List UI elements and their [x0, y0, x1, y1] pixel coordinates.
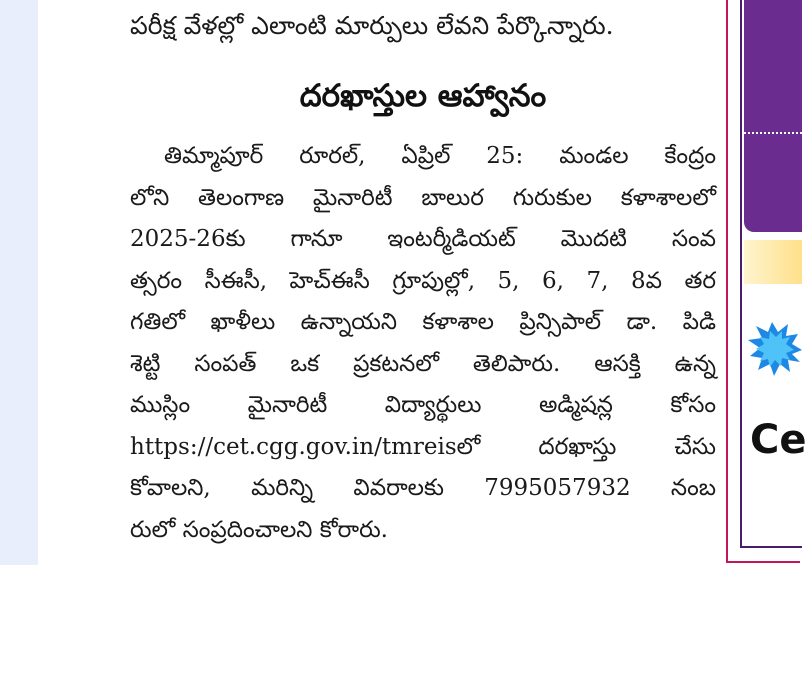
article-line: లోని తెలంగాణ మైనారిటీ బాలుర గురుకుల కళాశాలలో	[130, 184, 716, 211]
article-body	[130, 136, 716, 551]
article-line: తిమ్మాపూర్ రూరల్, ఏప్రిల్ 25: మండల కేంద్రం	[164, 143, 716, 169]
article-line: శెట్టి సంపత్ ఒక ప్రకటనలో తెలిపారు. ఆసక్తి ఉన్న	[130, 350, 716, 377]
advertisement-dotted-divider	[744, 132, 802, 134]
article-line: గతిలో ఖాళీలు ఉన్నాయని కళాశాల ప్రిన్సిపాల్ డా. పిడి	[130, 309, 716, 335]
starburst-icon	[748, 322, 802, 378]
adjacent-column-strip	[0, 0, 38, 565]
advertisement-frame	[726, 0, 806, 563]
advertisement-text: Ce	[750, 417, 806, 463]
article-line: త్సరం సీఈసీ, హెచ్ఈసీ గ్రూపుల్లో, 5, 6, 7, 8వ తర	[130, 267, 716, 294]
article-headline: దరఖాస్తుల ఆహ్వానం	[299, 78, 547, 114]
news-article	[130, 0, 716, 580]
article-line: https://cet.cgg.gov.in/tmreisలో దరఖాస్తు చేసు	[130, 433, 716, 460]
article-line: కోవాలని, మరిన్ని వివరాలకు 7995057932 నంబ	[130, 475, 716, 501]
article-line: 2025-26కు గానూ ఇంటర్మీడియట్ మొదటి సంవ	[130, 226, 716, 252]
previous-article-last-line: పరీక్ష వేళల్లో ఎలాంటి మార్పులు లేవని పేర్కొన్నారు.	[130, 11, 614, 40]
article-line: రులో సంప్రదించాలని కోరారు.	[130, 516, 388, 543]
advertisement-purple-panel	[744, 0, 802, 232]
article-line: ముస్లిం మైనారిటీ విద్యార్థులు అడ్మిషన్ల కోసం	[130, 392, 716, 418]
advertisement-yellow-band	[744, 240, 802, 284]
